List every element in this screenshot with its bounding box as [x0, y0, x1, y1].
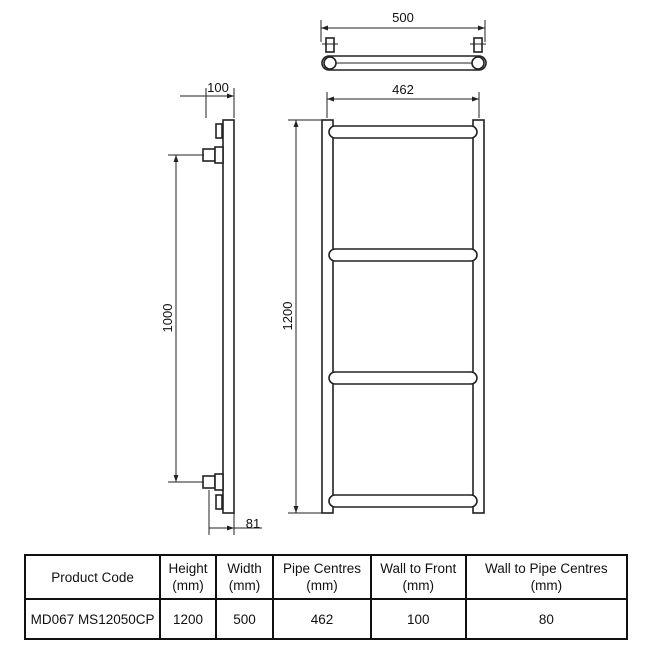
top-view — [321, 10, 486, 70]
cell-width: 500 — [216, 599, 273, 639]
cell-wall-to-pipe-centres: 80 — [466, 599, 627, 639]
table-header-row — [25, 555, 627, 599]
dim-top-width: 500 — [392, 10, 414, 25]
cell-product-code: MD067 MS12050CP — [25, 599, 160, 639]
dim-pipe-centres: 462 — [392, 82, 414, 97]
dim-valve-centres: 1000 — [160, 303, 175, 333]
dim-wall-to-pipe: 81 — [245, 516, 261, 531]
side-view — [160, 80, 262, 535]
front-view — [280, 82, 484, 513]
dim-wall-to-front: 100 — [207, 80, 229, 95]
table-row — [25, 599, 627, 639]
header-wall-to-pipe-centres: Wall to Pipe Centres (mm) — [466, 555, 627, 599]
header-width: Width (mm) — [216, 555, 273, 599]
header-height: Height (mm) — [160, 555, 216, 599]
cell-height: 1200 — [160, 599, 216, 639]
header-wall-to-front: Wall to Front (mm) — [371, 555, 466, 599]
specification-table — [24, 554, 628, 640]
dim-overall-height: 1200 — [280, 301, 295, 331]
header-pipe-centres: Pipe Centres (mm) — [273, 555, 371, 599]
header-product-code: Product Code — [25, 555, 160, 599]
cell-pipe-centres: 462 — [273, 599, 371, 639]
cell-wall-to-front: 100 — [371, 599, 466, 639]
